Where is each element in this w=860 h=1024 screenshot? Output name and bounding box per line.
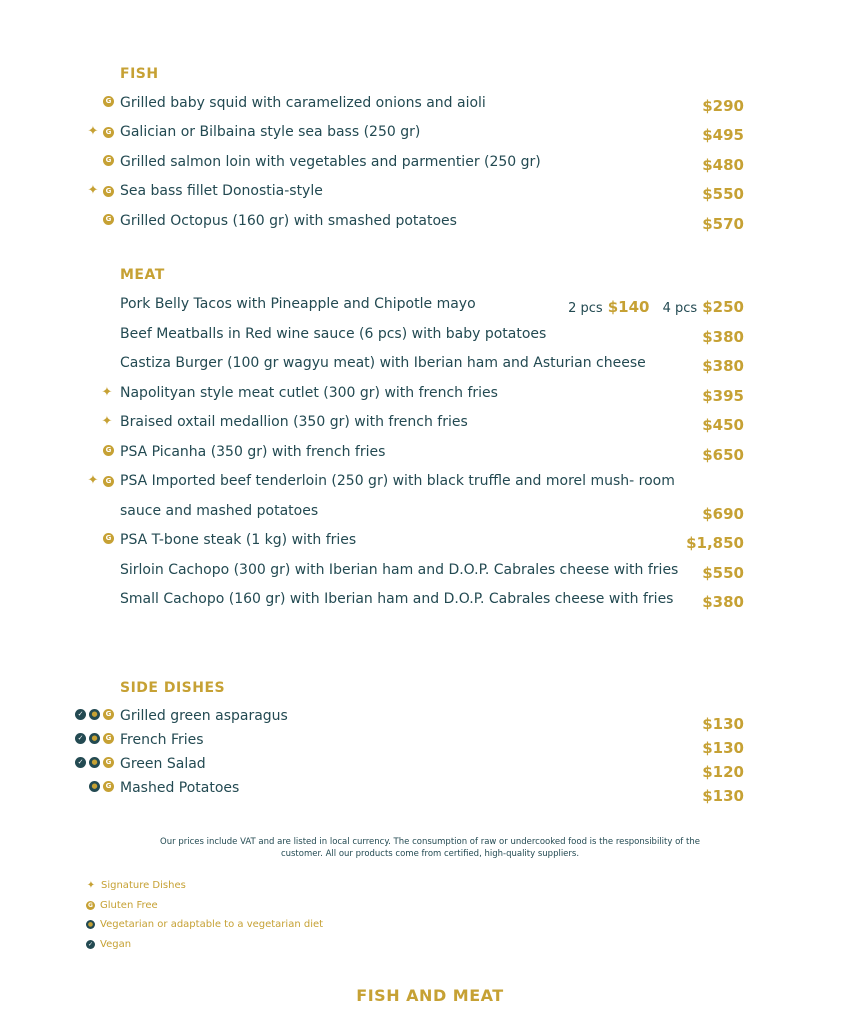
item-name: Galician or Bilbaina style sea bass (250 gr) <box>120 124 421 140</box>
sparkle-icon: ✦ <box>101 385 113 400</box>
item-price: $380 <box>702 357 744 375</box>
vegetarian-icon: ● <box>87 921 94 929</box>
item-price: $395 <box>702 387 744 405</box>
option-price: $140 <box>607 298 650 316</box>
gluten-free-icon: G <box>103 781 114 792</box>
gluten-free-icon: G <box>103 709 114 720</box>
legend-item <box>86 935 323 955</box>
section-title-sides: SIDE DISHES <box>120 680 226 696</box>
item-name: Beef Meatballs in Red wine sauce (6 pcs) with baby potatoes <box>120 326 547 342</box>
menu-item <box>0 561 860 585</box>
sparkle-icon: ✦ <box>87 473 99 488</box>
gluten-free-icon: G <box>103 476 114 487</box>
item-name: Sirloin Cachopo (300 gr) with Iberian ham and D.O.P. Cabrales cheese with fries <box>120 562 679 578</box>
legend-item <box>86 915 323 935</box>
vegetarian-icon: ● <box>89 733 100 744</box>
sparkle-icon: ✦ <box>101 414 113 429</box>
side-price: $130 <box>702 715 744 733</box>
menu-item <box>0 531 860 555</box>
item-price-options <box>568 298 744 318</box>
item-price: $1,850 <box>686 534 744 552</box>
gluten-free-icon: G <box>103 757 114 768</box>
menu-item <box>0 472 860 526</box>
menu-item <box>0 325 860 349</box>
side-price: $130 <box>702 739 744 757</box>
item-name: Grilled Octopus (160 gr) with smashed potatoes <box>120 213 457 229</box>
option-price: $250 <box>702 298 744 316</box>
item-name: Grilled salmon loin with vegetables and parmentier (250 gr) <box>120 154 541 170</box>
legend-item <box>86 876 323 896</box>
sparkle-icon: ✦ <box>87 183 99 198</box>
item-name-continued: sauce and mashed potatoes <box>120 503 319 519</box>
item-price: $650 <box>702 446 744 464</box>
vegetarian-icon: ● <box>89 757 100 768</box>
item-name: Small Cachopo (160 gr) with Iberian ham and D.O.P. Cabrales cheese with fries <box>120 591 674 607</box>
sparkle-icon: ✦ <box>87 124 99 139</box>
menu-item <box>0 153 860 177</box>
gluten-free-icon: G <box>103 445 114 456</box>
prices-note: Our prices include VAT and are listed in local currency. The consumption of raw or undercooked food is the responsibility of the customer. All our products come from certified, high-quality suppliers. <box>160 837 700 859</box>
section-title-meat: MEAT <box>120 267 165 283</box>
gluten-free-icon: G <box>103 127 114 138</box>
vegan-icon: ✓ <box>87 940 94 948</box>
menu-item <box>0 443 860 467</box>
gluten-free-icon: G <box>103 186 114 197</box>
item-price: $570 <box>702 215 744 233</box>
item-price: $690 <box>702 505 744 523</box>
page-footer-title: FISH AND MEAT <box>356 986 504 1005</box>
item-name: PSA Picanha (350 gr) with french fries <box>120 444 386 460</box>
item-name: French Fries <box>120 732 204 748</box>
menu-item <box>0 182 860 206</box>
sparkle-icon: ✦ <box>86 879 96 891</box>
legend-item <box>86 896 323 916</box>
vegan-icon: ✓ <box>75 757 86 768</box>
menu-item <box>0 94 860 118</box>
item-price: $290 <box>702 97 744 115</box>
option-label: 2 pcs <box>568 301 603 316</box>
gluten-free-icon: G <box>103 214 114 225</box>
gluten-free-icon: G <box>86 901 95 910</box>
menu-item <box>0 123 860 147</box>
item-name: Sea bass fillet Donostia-style <box>120 183 323 199</box>
item-name: Napolityan style meat cutlet (300 gr) with french fries <box>120 385 498 401</box>
menu-item <box>0 295 860 319</box>
item-price: $550 <box>702 564 744 582</box>
item-name: PSA T-bone steak (1 kg) with fries <box>120 532 357 548</box>
item-name: Grilled green asparagus <box>120 708 288 724</box>
gluten-free-icon: G <box>103 155 114 166</box>
vegan-icon: ✓ <box>75 709 86 720</box>
legend-label: Signature Dishes <box>101 880 186 892</box>
item-name: Pork Belly Tacos with Pineapple and Chipotle mayo <box>120 296 476 312</box>
menu-item <box>0 384 860 408</box>
item-price: $450 <box>702 416 744 434</box>
legend <box>86 876 323 954</box>
menu-item <box>0 212 860 236</box>
item-name: PSA Imported beef tenderloin (250 gr) with black truffle and morel mush- room <box>120 473 675 489</box>
item-price: $380 <box>702 328 744 346</box>
item-name: Mashed Potatoes <box>120 780 240 796</box>
section-title-fish: FISH <box>120 66 159 82</box>
legend-label: Vegetarian or adaptable to a vegetarian diet <box>100 919 324 931</box>
item-name: Castiza Burger (100 gr wagyu meat) with Iberian ham and Asturian cheese <box>120 355 646 371</box>
legend-label: Gluten Free <box>100 899 158 911</box>
item-name: Grilled baby squid with caramelized onions and aioli <box>120 95 486 111</box>
option-label: 4 pcs <box>662 301 698 316</box>
vegan-icon: ✓ <box>75 733 86 744</box>
gluten-free-icon: G <box>103 733 114 744</box>
item-price: $495 <box>702 126 744 144</box>
item-name: Braised oxtail medallion (350 gr) with french fries <box>120 414 468 430</box>
menu-item <box>0 354 860 378</box>
legend-label: Vegan <box>100 938 132 950</box>
vegetarian-icon: ● <box>89 709 100 720</box>
gluten-free-icon: G <box>103 533 114 544</box>
side-price: $120 <box>702 763 744 781</box>
item-price: $480 <box>702 156 744 174</box>
menu-item <box>0 413 860 437</box>
item-price: $550 <box>702 185 744 203</box>
item-name: Green Salad <box>120 756 206 772</box>
menu-item <box>0 590 860 614</box>
side-price: $130 <box>702 787 744 805</box>
vegetarian-icon: ● <box>89 781 100 792</box>
gluten-free-icon: G <box>103 96 114 107</box>
item-price: $380 <box>702 593 744 611</box>
